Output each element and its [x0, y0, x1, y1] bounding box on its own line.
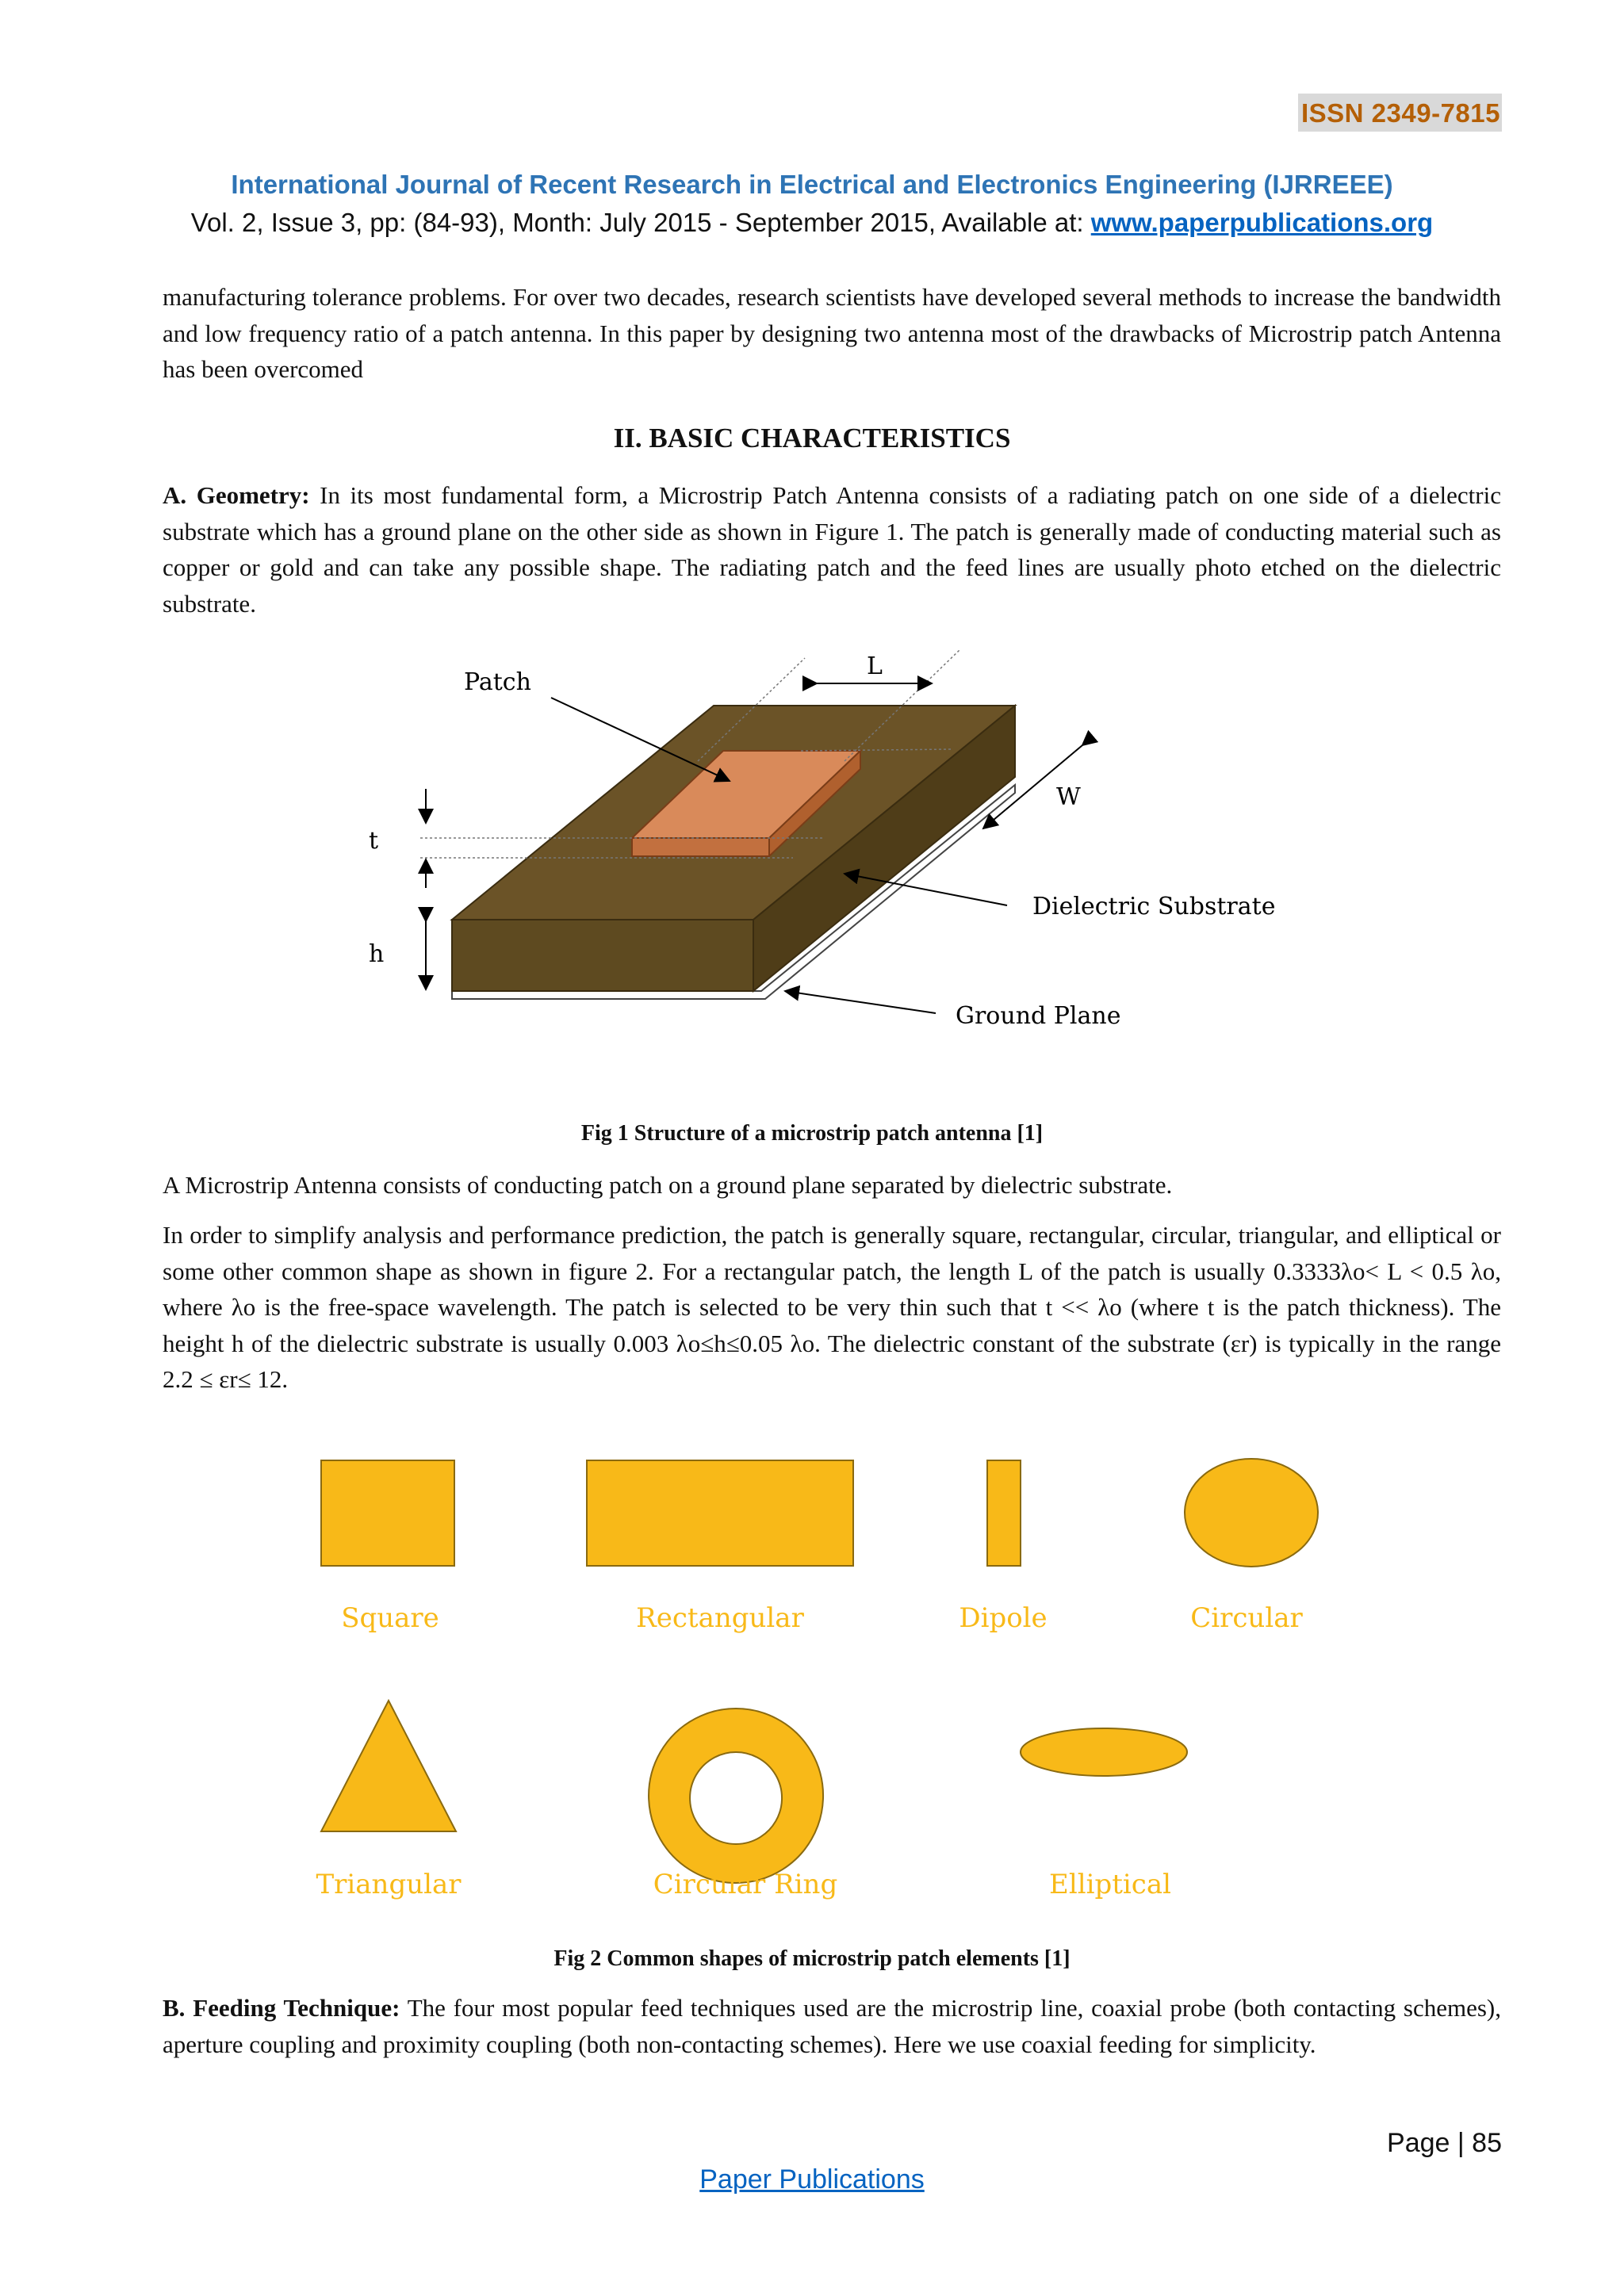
height-label: h: [369, 940, 385, 968]
page-number: Page | 85: [1387, 2128, 1502, 2158]
dielectric-label: Dielectric Substrate: [1032, 893, 1276, 920]
after-figure-1-paragraph: A Microstrip Antenna consists of conducting patch on a ground plane separated by dielectric substrate.: [163, 1171, 1173, 1199]
feeding-paragraph: [163, 1990, 1501, 2062]
publisher-link[interactable]: Paper Publications: [699, 2164, 925, 2195]
rectangular-label: Rectangular: [636, 1602, 804, 1634]
geometry-paragraph: [163, 477, 1501, 622]
width-label: W: [1056, 783, 1081, 811]
length-label: L: [867, 652, 883, 680]
circular-shape: [1185, 1459, 1318, 1567]
figure-2-caption: Fig 2 Common shapes of microstrip patch elements [1]: [553, 1946, 1071, 1971]
circular-ring-shape: [649, 1709, 823, 1883]
shapes-paragraph: In order to simplify analysis and performance prediction, the patch is generally square, rectangular, circular, triangular, and elliptical or some other common shape as shown in figure 2. For a rectangular patch, the length L of the patch is usually 0.3333λo< L < 0.5 λo, where λo is the free-space wavelength. The patch is selected to be very thin such that t << λo (where t is the patch thickness). The height h of the dielectric substrate is usually 0.003 λo≤h≤0.05 λo. The dielectric constant of the substrate (εr) is typically in the range 2.2 ≤ εr≤ 12.: [163, 1221, 1501, 1393]
figure-2-patch-shapes: [285, 1431, 1348, 1915]
patch-label: Patch: [464, 668, 531, 696]
issn-badge: ISSN 2349-7815: [1298, 94, 1502, 132]
elliptical-shape: [1021, 1728, 1187, 1776]
elliptical-label: Elliptical: [1049, 1869, 1171, 1900]
square-label: Square: [341, 1602, 439, 1634]
geometry-text: In its most fundamental form, a Microstrip Patch Antenna consists of a radiating patch on one side of a dielectric substrate which has a ground plane on the other side as shown in Figure 1. The patch is generally made of conducting material such as copper or gold and can take any possible shape. The radiating patch and the feed lines are usually photo etched on the dielectric substrate.: [163, 481, 1501, 618]
circular-ring-label: Circular Ring: [653, 1869, 838, 1900]
figure-1-caption: Fig 1 Structure of a microstrip patch antenna [1]: [580, 1121, 1044, 1146]
ground-plane-label: Ground Plane: [956, 1002, 1121, 1030]
dipole-shape: [987, 1460, 1021, 1566]
square-shape: [321, 1460, 454, 1566]
dipole-label: Dipole: [959, 1602, 1048, 1634]
volume-text: Vol. 2, Issue 3, pp: (84-93), Month: July 2015 - September 2015, Available at:: [190, 208, 1091, 237]
patch-front: [632, 838, 769, 856]
geometry-label: A. Geometry:: [163, 481, 310, 509]
volume-info: [0, 208, 1624, 238]
triangular-label: Triangular: [316, 1869, 462, 1900]
substrate-front: [452, 920, 753, 991]
triangular-shape: [321, 1701, 456, 1831]
journal-title: International Journal of Recent Research in Electrical and Electronics Engineering (IJRREEE): [231, 170, 1393, 199]
section-title: II. BASIC CHARACTERISTICS: [613, 423, 1011, 453]
thickness-label: t: [369, 827, 379, 855]
feeding-text: The four most popular feed techniques used are the microstrip line, coaxial probe (both contacting schemes), aperture coupling and proximity coupling (both non-contacting schemes). Here we use coaxial feeding for simplicity.: [163, 1994, 1501, 2058]
intro-paragraph: manufacturing tolerance problems. For over two decades, research scientists have developed several methods to increase the bandwidth and low frequency ratio of a patch antenna. In this paper by designing two antenna most of the drawbacks of Microstrip patch Antenna has been overcomed: [163, 283, 1501, 383]
rectangular-shape: [587, 1460, 853, 1566]
circular-label: Circular: [1190, 1602, 1303, 1634]
figure-1-antenna-structure: [349, 642, 1276, 1054]
feeding-label: B. Feeding Technique:: [163, 1994, 400, 2022]
website-link[interactable]: www.paperpublications.org: [1090, 208, 1434, 237]
